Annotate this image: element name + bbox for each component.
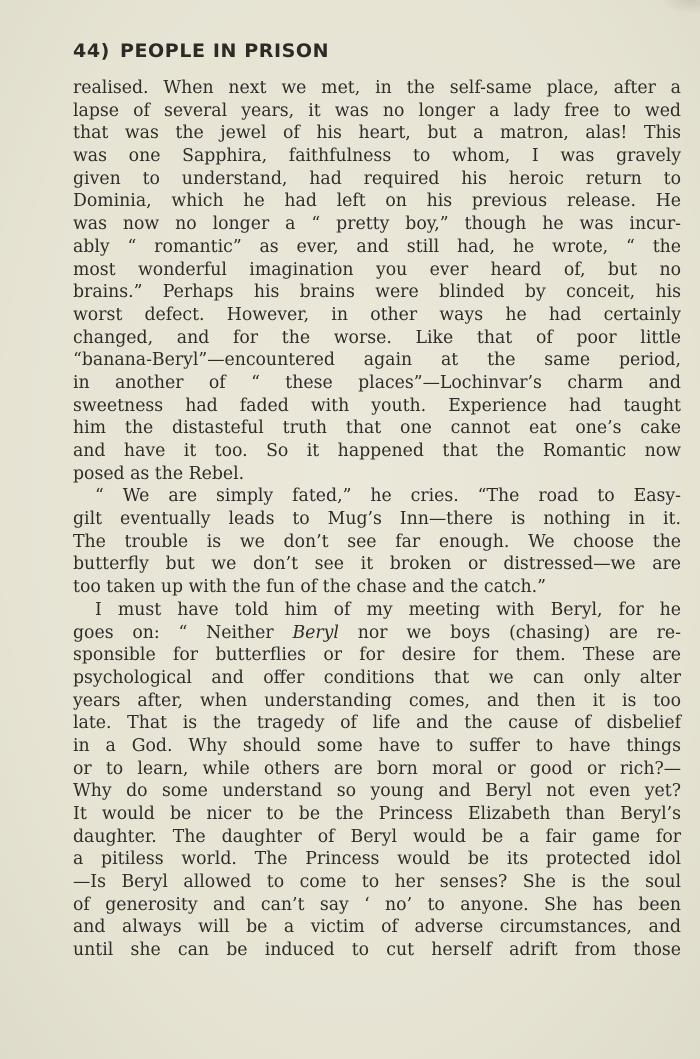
paragraph-start-line: I must have told him of my meeting with Beryl, for he bbox=[95, 599, 681, 620]
text-line: and always will be a victim of adverse circumstances, and bbox=[73, 917, 681, 938]
text-line: changed, and for the worse. Like that of poor little bbox=[73, 327, 681, 348]
body-text bbox=[73, 77, 681, 962]
text-line: daughter. The daughter of Beryl would be a fair game for bbox=[73, 826, 681, 847]
text-line: a pitiless world. The Princess would be its protected idol bbox=[73, 849, 681, 870]
line-segment: goes on: “ Neither bbox=[73, 622, 293, 643]
text-line: psychological and offer conditions that we can only alter bbox=[73, 667, 681, 688]
paragraph-start-line: “ We are simply fated,” he cries. “The road to Easy- bbox=[95, 486, 681, 507]
text-line: that was the jewel of his heart, but a matron, alas! This bbox=[73, 123, 681, 144]
text-line: lapse of several years, it was no longer a lady free to wed bbox=[73, 100, 681, 121]
paragraph-end-line: posed as the Rebel. bbox=[73, 463, 245, 484]
text-line: years after, when understanding comes, and then it is too bbox=[73, 690, 681, 711]
line-segment: nor we boys (chasing) are re- bbox=[338, 622, 681, 643]
text-line: him the distasteful truth that one cannot eat one’s cake bbox=[73, 418, 681, 439]
paragraph-end-line: too taken up with the fun of the chase and the catch.” bbox=[73, 577, 546, 598]
italic-name: Beryl bbox=[292, 622, 339, 643]
text-line: Dominia, which he had left on his previous release. He bbox=[73, 191, 681, 212]
text-line: gilt eventually leads to Mug’s Inn—there is nothing in it. bbox=[73, 509, 681, 530]
text-line: given to understand, had required his heroic return to bbox=[73, 168, 681, 189]
text-line: in a God. Why should some have to suffer to have things bbox=[73, 735, 681, 756]
text-line: worst defect. However, in other ways he had certainly bbox=[73, 304, 681, 325]
text-line: sweetness had faded with youth. Experience had taught bbox=[73, 395, 681, 416]
text-line: until she can be induced to cut herself adrift from those bbox=[73, 940, 681, 961]
text-line: was now no longer a “ pretty boy,” though he was incur- bbox=[73, 214, 681, 235]
text-line: The trouble is we don’t see far enough. We choose the bbox=[73, 531, 681, 552]
text-line: realised. When next we met, in the self-same place, after a bbox=[73, 78, 681, 98]
text-line: or to learn, while others are born moral or good or rich?— bbox=[73, 758, 681, 779]
text-line: brains.” Perhaps his brains were blinded by conceit, his bbox=[73, 282, 681, 303]
text-line: sponsible for butterflies or for desire for them. These are bbox=[73, 645, 681, 666]
running-head bbox=[73, 40, 329, 62]
page-corner-wear bbox=[660, 0, 700, 14]
text-line: in another of “ these places”—Lochinvar’s charm and bbox=[73, 372, 681, 393]
text-line-with-italic bbox=[73, 622, 681, 645]
text-line: It would be nicer to be the Princess Elizabeth than Beryl’s bbox=[73, 804, 681, 824]
text-line: Why do some understand so young and Beryl not even yet? bbox=[73, 781, 681, 802]
text-line: most wonderful imagination you ever heard of, but no bbox=[73, 259, 681, 280]
text-line: ably “ romantic” as ever, and still had, he wrote, “ the bbox=[73, 236, 681, 257]
text-line: —Is Beryl allowed to come to her senses? She is the soul bbox=[73, 872, 681, 893]
text-line: of generosity and can’t say ‘ no’ to anyone. She has been bbox=[73, 894, 681, 915]
text-line: late. That is the tragedy of life and the cause of disbelief bbox=[73, 713, 681, 734]
text-line: butterfly but we don’t see it broken or distressed—we are bbox=[73, 554, 681, 575]
text-line: and have it too. So it happened that the Romantic now bbox=[73, 441, 681, 461]
running-title: PEOPLE IN PRISON bbox=[119, 40, 330, 62]
text-line: “banana-Beryl”—encountered again at the same period, bbox=[73, 350, 681, 371]
text-line: was one Sapphira, faithfulness to whom, I was gravely bbox=[73, 146, 681, 167]
page-number: 44) bbox=[73, 40, 110, 62]
